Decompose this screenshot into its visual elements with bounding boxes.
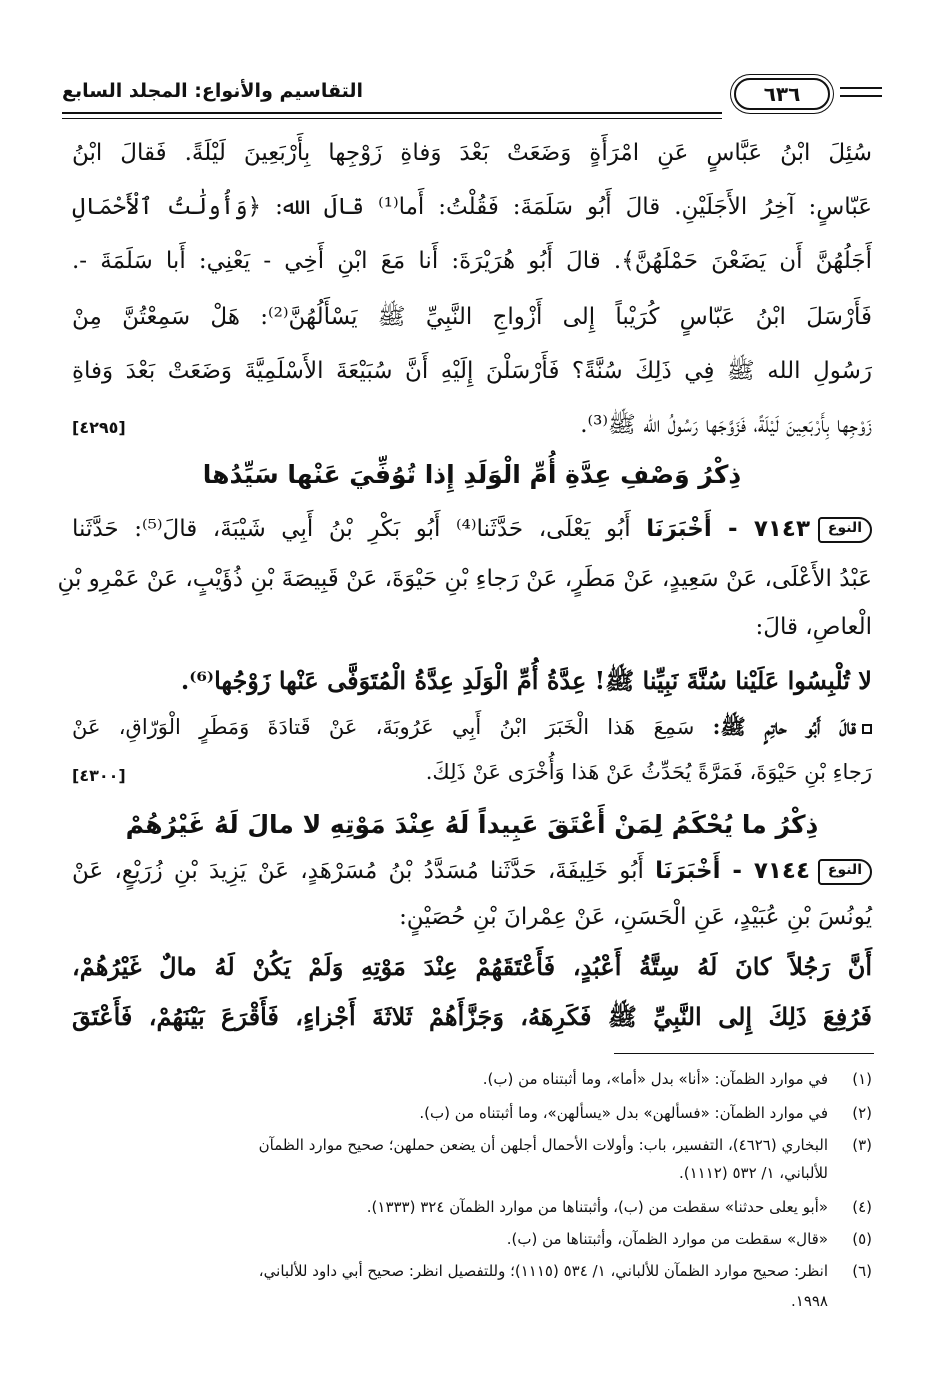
text-span: أَبُو خَلِيفَةَ، حَدَّثَنا مُسَدَّدُ بْنُ مُسَرْهَدٍ، عَنْ يَزِيدَ بْنِ زُرَيْعٍ، عَنْ [72,858,644,884]
footnote-number: (٢) [852,1104,872,1122]
text-line: عَبْدُ الأَعْلَى، عَنْ سَعِيدٍ، عَنْ مَطَرٍ، عَنْ رَجاءِ بْنِ حَيْوَةَ، عَنْ قَبِيصَةَ بْنِ ذُؤَيْبٍ، عَنْ عَمْرِو بْنِ [57,566,872,592]
text-line: عَبّاسٍ: آخِرُ الأَجَلَيْنِ. قالَ أَبُو سَلَمَةَ: فَقُلْتُ: أَما⁽¹⁾ قالَ الله: ﴿وَأُولَٰتُ ٱلْأَحْمَالِ [72,194,872,220]
footnote-number: (١) [852,1070,872,1088]
text-span: سَمِعَ هَذا الْخَبَرَ ابْنُ أَبِي عَرُوبَةَ، عَنْ قَتادَةَ وَمَطَرٍ الْوَرّاقِ، عَنْ [72,715,695,739]
hadith-badge-icon: النوع [818,859,872,885]
footnote [72,1262,872,1280]
footnote [72,1230,872,1248]
text-line: فَأَرْسَلَ ابْنُ عَبّاسٍ كُرَيْباً إِلى أَزْواجِ النَّبِيِّ ﷺ يَسْأَلُهُنَّ⁽²⁾: هَلْ سَمِعْتُنَّ مِنْ [72,304,872,330]
text-line: أَجَلُهُنَّ أَن يَضَعْنَ حَمْلَهُنَّ﴾. قالَ أَبُو هُرَيْرَةَ: أَنا مَعَ ابْنِ أَخِي - يَعْنِي: أَبا سَلَمَةَ -. [72,248,872,274]
section-heading: ذِكْرُ وَصْفِ عِدَّةِ أُمِّ الْوَلَدِ إِذا تُوُفِّيَ عَنْها سَيِّدُها [202,460,742,489]
footnote-text: البخاري (٤٦٢٦)، التفسير، باب: وأولات الأحمال أجلهن أن يضعن حملهن؛ صحيح موارد الظمآن [258,1136,828,1154]
footnote-number: (٥) [852,1230,872,1248]
text-line: الْعاصِ، قالَ: [755,614,872,640]
footnote [72,1136,872,1154]
page-header [62,78,882,118]
hadith-matn: لا تُلْبِسُوا عَلَيْنا سُنَّةَ نَبِيِّنا ﷺ! عِدَّةُ أُمِّ الْوَلَدِ عِدَّةُ الْمُتَوَفَّى عَنْها زَوْجُها⁽⁶⁾. [180,666,872,695]
footnote-continuation: للألباني، ١/ ٥٣٢ (١١١٢). [678,1164,828,1182]
page-number-badge [734,78,830,110]
footnote-number: (٤) [852,1198,872,1216]
footnote-number: (٣) [852,1136,872,1154]
hadith-line [72,516,872,543]
section-2 [57,516,872,786]
page-number: ٦٣٦ [763,82,801,106]
footnote [72,1198,872,1216]
text-line: يُونُسَ بْنِ عُبَيْدٍ، عَنِ الْحَسَنِ، عَنْ عِمْرانَ بْنِ حُصَيْنٍ: [399,904,872,930]
footnote-number: (٦) [852,1262,872,1280]
square-bullet-icon [862,724,872,734]
footnote-text: انظر: صحيح موارد الظمآن للألباني، ١/ ٥٣٤ (١١١٥)؛ وللتفصيل انظر: صحيح أبي داود للألباني، [258,1262,828,1280]
hadith-badge-icon: النوع [818,517,872,543]
comment-line [72,714,872,745]
comment-label: قالَ أَبُو حاتِمٍ ﷺ: [712,714,856,739]
hadith-reference: [٤٢٩٥] [72,418,126,437]
footnote-text: «قال» سقطت من موارد الظمآن، وأثبتناها من (ب). [506,1230,828,1248]
section-heading: ذِكْرُ ما يُحْكَمُ لِمَنْ أَعْتَقَ عَبِيداً لَهُ عِنْدَ مَوْتِهِ لا مالَ لَهُ غَيْرُهُمْ [125,810,819,839]
footnote-text: في موارد الظمآن: «فسألهن» بدل «يسألهن»، وما أثبتناه من (ب). [419,1104,828,1122]
section-3 [72,858,872,1048]
footnote-text: في موارد الظمآن: «أنا» بدل «أما»، وما أثبتناه من (ب). [482,1070,828,1088]
footnote [72,1104,872,1122]
hadith-matn: فَرُفِعَ ذَلِكَ إِلى النَّبِيِّ ﷺ فَكَرِهَهُ، وَجَزَّأَهُمْ ثَلاثَةَ أَجْزاءٍ، فَأَقْرَعَ بَيْنَهُمْ، فَأَعْتَقَ [72,1002,872,1031]
section-1 [72,140,872,470]
footnote-text: «أبو يعلى حدثنا» سقطت من (ب)، وأثبتناها من موارد الظمآن ٣٢٤ (١٣٣٣). [366,1198,828,1216]
hadith-line [72,858,872,885]
hadith-number: ٧١٤٤ - أَخْبَرَنَا [655,858,810,884]
header-rule [62,112,722,119]
running-title: التقاسيم والأنواع: المجلد السابع [62,80,364,102]
text-line: رَجاءِ بْنِ حَيْوَةَ، فَمَرَّةً يُحَدِّثُ عَنْ هَذا وَأُخْرَى عَنْ ذَلِكَ. [425,760,872,784]
text-line: سُئِلَ ابْنُ عَبَّاسٍ عَنِ امْرَأَةٍ وَضَعَتْ بَعْدَ وَفاةِ زَوْجِها بِأَرْبَعِينَ لَيْلَةً. فَقالَ ابْنُ [72,140,872,166]
text-span: أَبُو يَعْلَى، حَدَّثَنا⁽⁴⁾ أَبُو بَكْرِ بْنُ أَبِي شَيْبَةَ، قالَ⁽⁵⁾: حَدَّثَنا [72,516,631,542]
hadith-reference: [٤٣٠٠] [72,766,126,785]
footnote-rule [614,1053,874,1054]
text-line: رَسُولِ الله ﷺ فِي ذَلِكَ سُنَّةً؟ فَأَرْسَلْنَ إِلَيْهِ أَنَّ سُبَيْعَةَ الأَسْلَمِيَّةَ وَضَعَتْ بَعْدَ وَفاةِ [72,358,872,384]
header-ornament [840,87,882,97]
footnote-continuation: ١٩٩٨. [790,1292,828,1310]
hadith-number: ٧١٤٣ - أَخْبَرَنَا [646,516,810,542]
footnote [72,1070,872,1088]
text-line: زَوْجِها بِأَرْبَعِينَ لَيْلَةً، فَزَوَّجَها رَسُولُ الله ﷺ⁽³⁾. [580,412,872,438]
hadith-matn: أَنَّ رَجُلاً كانَ لَهُ سِتَّةُ أَعْبُدٍ، فَأَعْتَقَهُمْ عِنْدَ مَوْتِهِ وَلَمْ يَكُنْ لَهُ مالٌ غَيْرُهُمْ، [72,952,872,981]
